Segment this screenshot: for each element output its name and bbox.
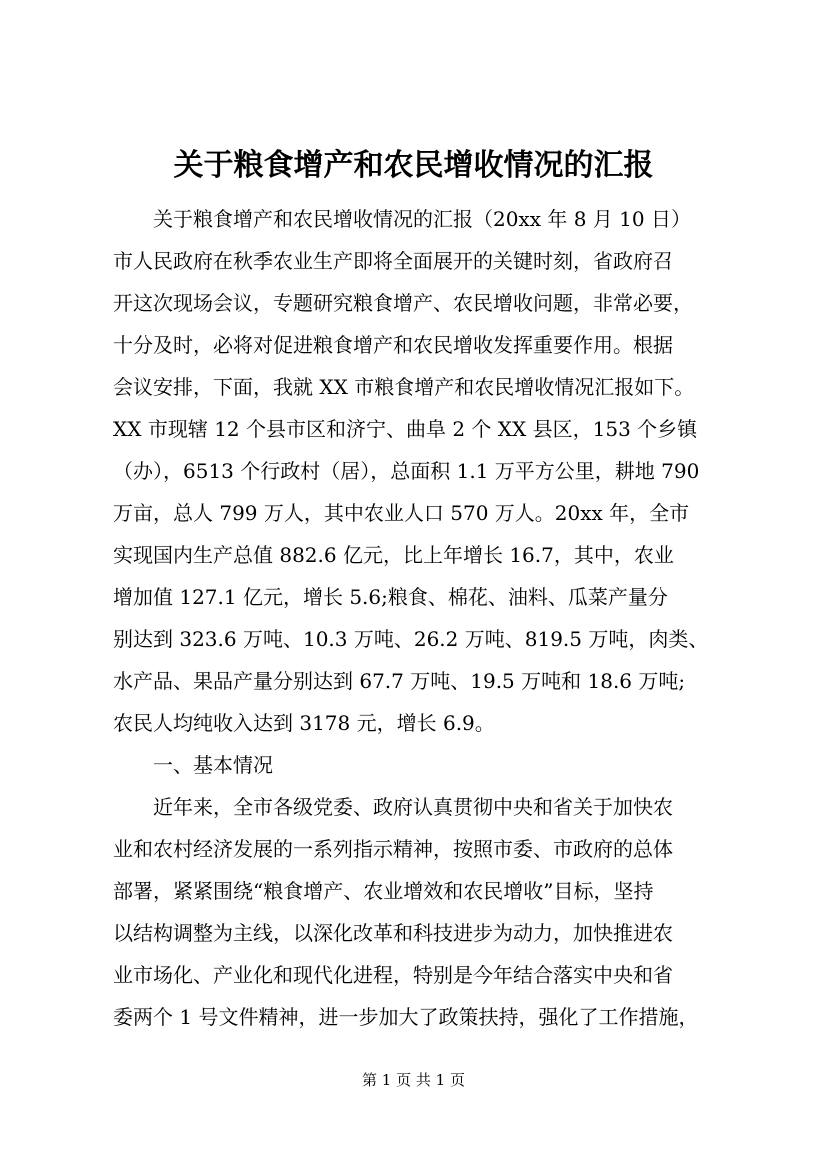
paragraph-line: 关于粮食增产和农民增收情况的汇报（20xx 年 8 月 10 日） <box>153 207 691 231</box>
paragraph-line: 开这次现场会议，专题研究粮食增产、农民增收问题，非常必要， <box>113 291 693 315</box>
paragraph-line: 实现国内生产总值 882.6 亿元，比上年增长 16.7，其中，农业 <box>113 543 674 567</box>
paragraph-line: 近年来，全市各级党委、政府认真贯彻中央和省关于加快农 <box>153 795 673 819</box>
paragraph-line: 别达到 323.6 万吨、10.3 万吨、26.2 万吨、819.5 万吨，肉类、 <box>113 627 709 651</box>
paragraph-line: 会议安排，下面，我就 XX 市粮食增产和农民增收情况汇报如下。 <box>113 375 695 399</box>
paragraph-line: 农民人均纯收入达到 3178 元，增长 6.9。 <box>113 711 495 735</box>
paragraph-line: 以结构调整为主线，以深化改革和科技进步为动力，加快推进农 <box>113 921 673 945</box>
paragraph-line: 业和农村经济发展的一系列指示精神，按照市委、市政府的总体 <box>113 837 673 861</box>
paragraph-line: 万亩，总人 799 万人，其中农业人口 570 万人。20xx 年，全市 <box>113 501 690 525</box>
paragraph-line: 水产品、果品产量分别达到 67.7 万吨、19.5 万吨和 18.6 万吨; <box>113 669 686 693</box>
section-heading: 一、基本情况 <box>153 753 273 777</box>
paragraph-line: 增加值 127.1 亿元，增长 5.6;粮食、棉花、油料、瓜菜产量分 <box>113 585 668 609</box>
paragraph-line: （办），6513 个行政村（居），总面积 1.1 万平方公里，耕地 790 <box>113 459 700 483</box>
paragraph-line: 部署，紧紧围绕“粮食增产、农业增效和农民增收”目标，坚持 <box>113 879 654 903</box>
document-title: 关于粮食增产和农民增收情况的汇报 <box>173 148 654 183</box>
paragraph-line: 市人民政府在秋季农业生产即将全面展开的关键时刻，省政府召 <box>113 249 673 273</box>
paragraph-line: 业市场化、产业化和现代化进程，特别是今年结合落实中央和省 <box>113 963 673 987</box>
paragraph-line: 十分及时，必将对促进粮食增产和农民增收发挥重要作用。根据 <box>113 333 673 357</box>
paragraph-line: 委两个 1 号文件精神，进一步加大了政策扶持，强化了工作措施， <box>113 1005 699 1029</box>
document-body <box>113 198 723 1038</box>
paragraph-line: XX 市现辖 12 个县市区和济宁、曲阜 2 个 XX 县区，153 个乡镇 <box>113 417 698 441</box>
page-footer: 第 1 页 共 1 页 <box>362 1071 465 1089</box>
